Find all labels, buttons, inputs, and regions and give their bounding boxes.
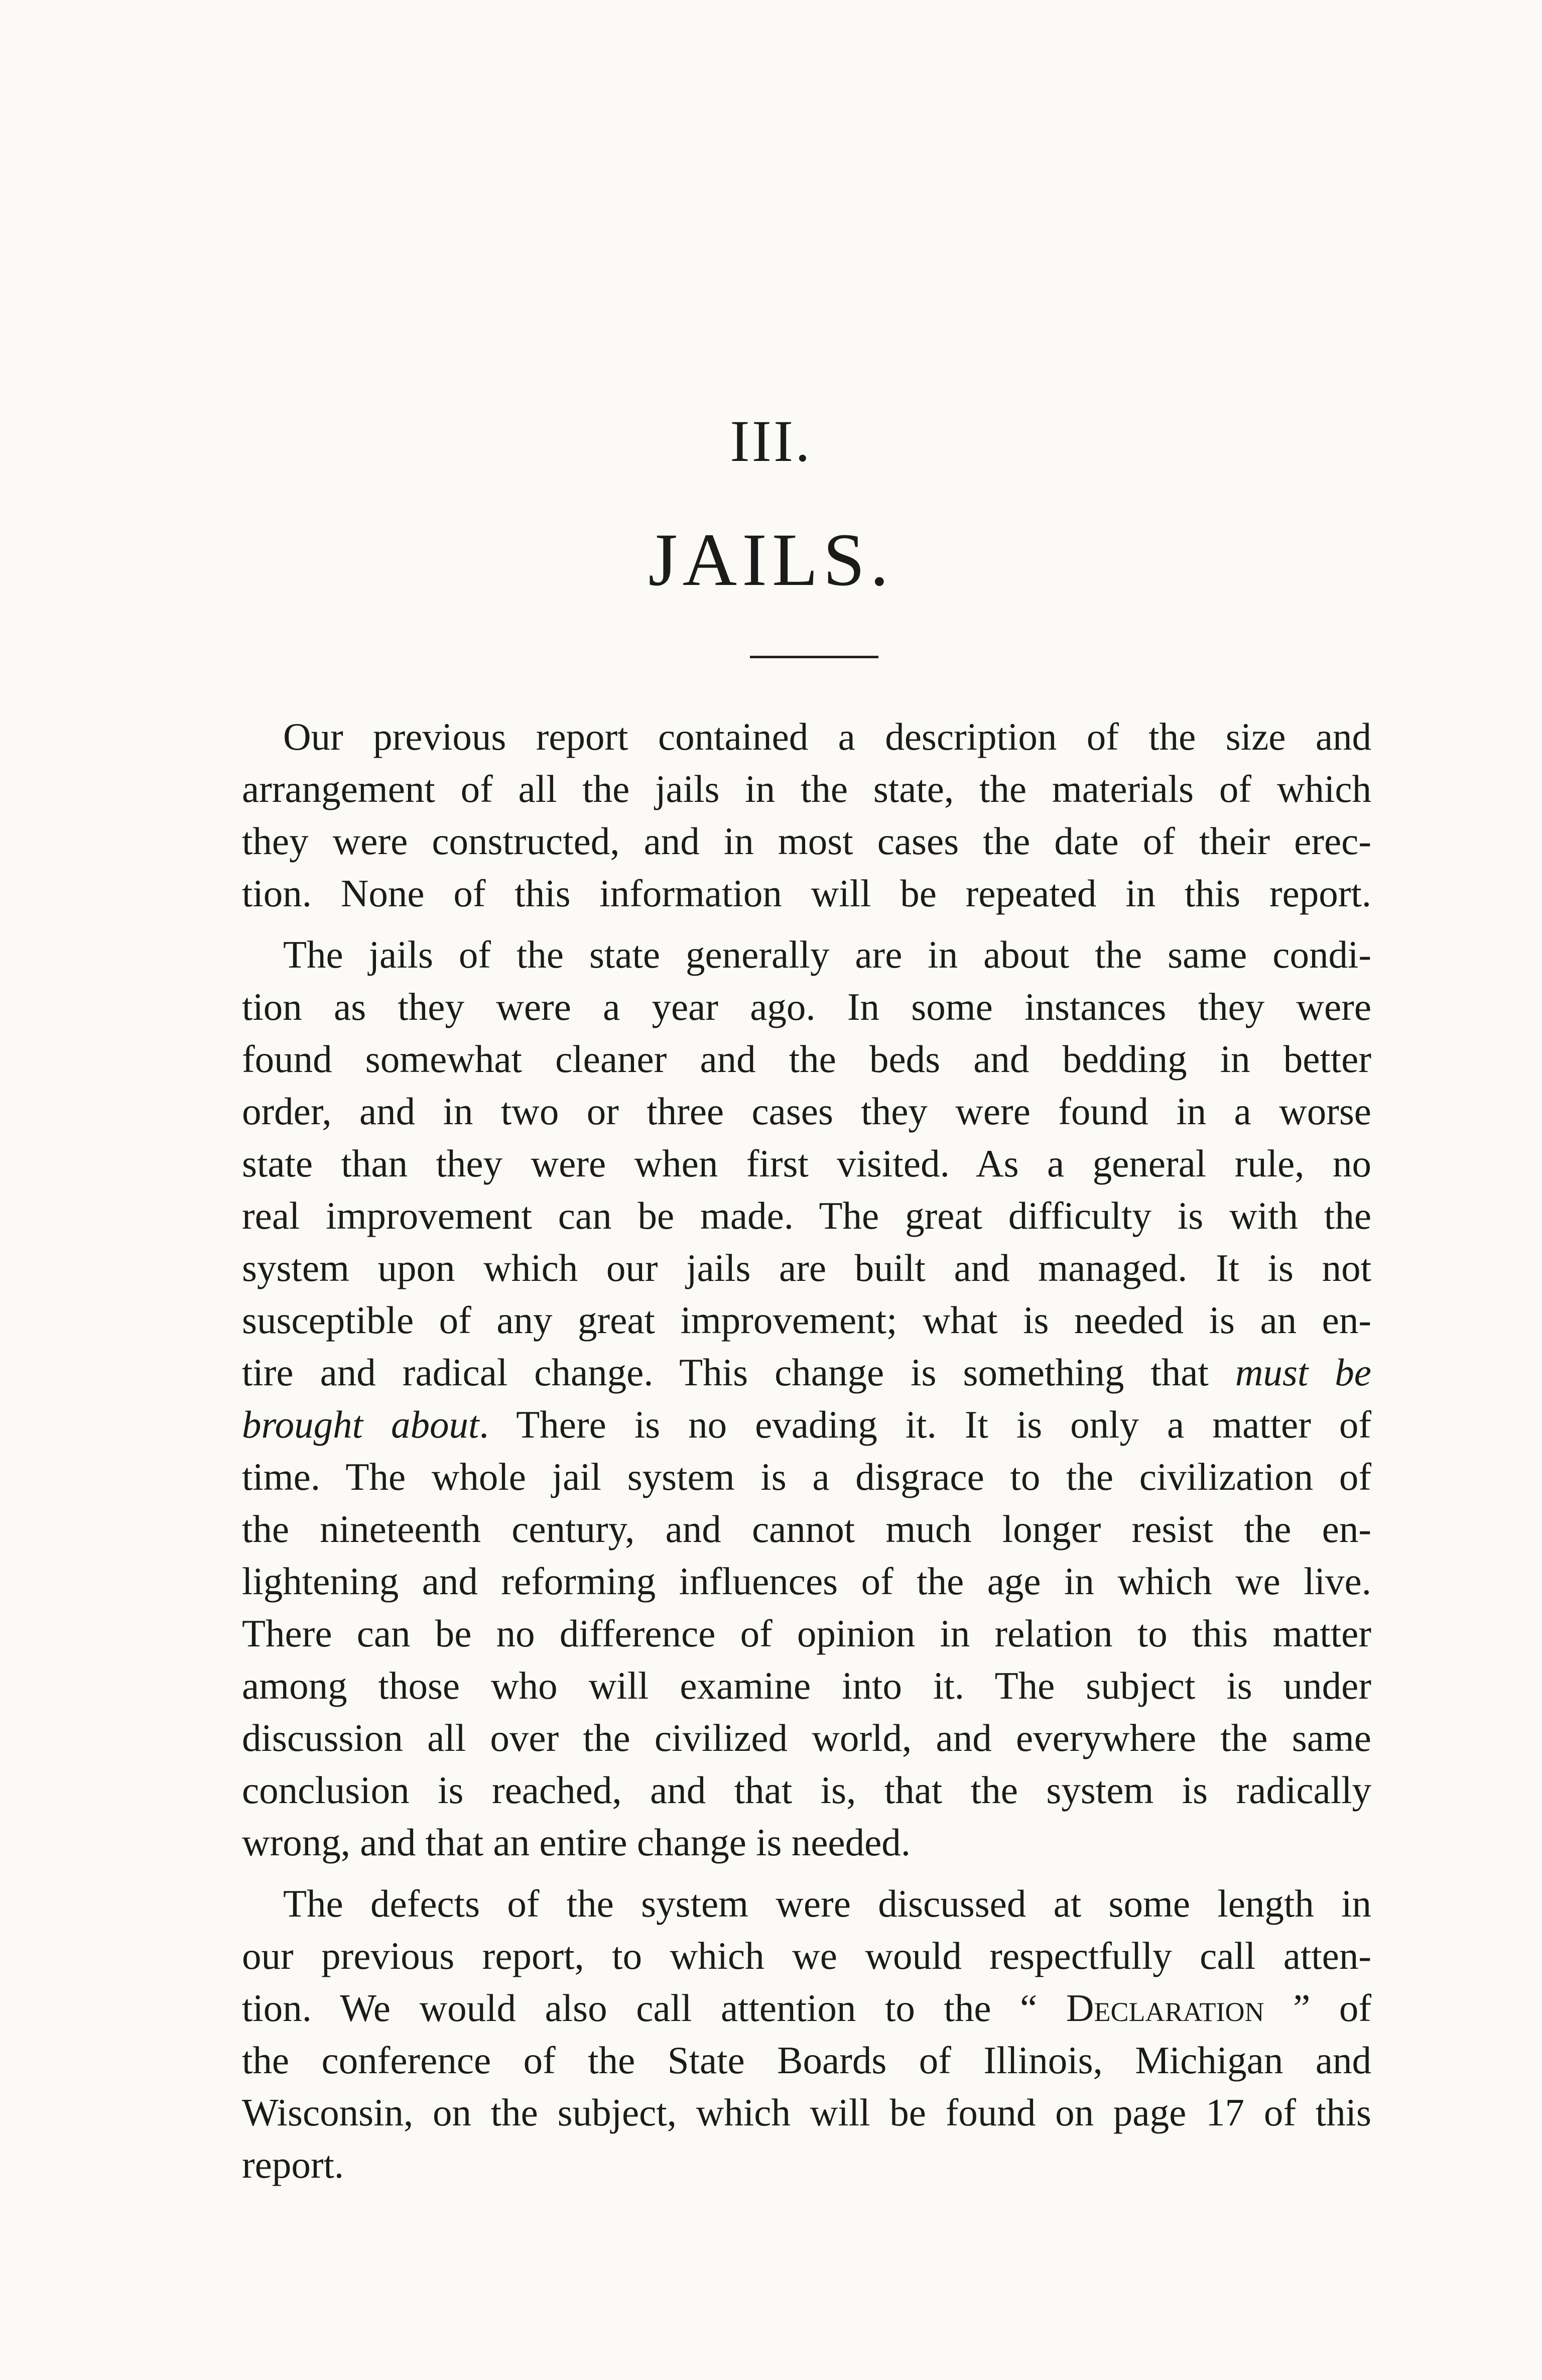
text-line: tion as they were a year ago. In some instances they were bbox=[242, 985, 1371, 1028]
text-line: The defects of the system were discussed at some length in bbox=[283, 1882, 1371, 1925]
text-line: order, and in two or three cases they were found in a worse bbox=[242, 1090, 1371, 1133]
small-caps-text: Declaration bbox=[1066, 1986, 1264, 2030]
title-divider bbox=[750, 656, 878, 658]
text-line: conclusion is reached, and that is, that the system is radically bbox=[242, 1768, 1371, 1812]
text-run: . There is no evading it. It is only a matter of bbox=[479, 1403, 1371, 1446]
text-line: Our previous report contained a description of the size and bbox=[283, 715, 1371, 758]
text-line: real improvement can be made. The great difficulty is with the bbox=[242, 1194, 1371, 1237]
text-line: wrong, and that an entire change is needed. bbox=[242, 1821, 911, 1864]
chapter-number: III. bbox=[730, 408, 812, 474]
paragraph-2 bbox=[242, 928, 1371, 1868]
text-line: The jails of the state generally are in about the same condi- bbox=[283, 933, 1371, 976]
text-line-with-emphasis bbox=[242, 1346, 1371, 1398]
text-line: discussion all over the civilized world, and everywhere the same bbox=[242, 1716, 1371, 1759]
emphasis-text: must be bbox=[1235, 1351, 1371, 1394]
text-line: lightening and reforming influences of the age in which we live. bbox=[242, 1560, 1371, 1603]
text-run: ” of bbox=[1264, 1986, 1371, 2030]
text-line: our previous report, to which we would respectfully call atten- bbox=[242, 1934, 1371, 1977]
text-line: time. The whole jail system is a disgrace to the civilization of bbox=[242, 1455, 1371, 1498]
emphasis-text: brought about bbox=[242, 1403, 479, 1446]
text-run: tion. We would also call attention to the “ bbox=[242, 1986, 1066, 2030]
text-line: the conference of the State Boards of Illinois, Michigan and bbox=[242, 2039, 1371, 2082]
text-line: the nineteenth century, and cannot much longer resist the en- bbox=[242, 1507, 1371, 1551]
text-line-with-small-caps bbox=[242, 1982, 1371, 2034]
text-line: state than they were when first visited. As a general rule, no bbox=[242, 1142, 1371, 1185]
paragraph-spacer bbox=[242, 1868, 1371, 1877]
paragraph-1 bbox=[242, 710, 1371, 919]
text-line: report. bbox=[242, 2143, 344, 2186]
chapter-title: JAILS. bbox=[648, 518, 894, 602]
text-line: tion. None of this information will be repeated in this report. bbox=[242, 872, 1371, 915]
text-run: tire and radical change. This change is something that bbox=[242, 1351, 1235, 1394]
text-line: system upon which our jails are built and managed. It is not bbox=[242, 1246, 1371, 1289]
text-line: found somewhat cleaner and the beds and bedding in better bbox=[242, 1037, 1371, 1081]
text-line: susceptible of any great improvement; what is needed is an en- bbox=[242, 1298, 1371, 1342]
paragraph-spacer bbox=[242, 919, 1371, 928]
paragraph-3 bbox=[242, 1877, 1371, 2191]
text-line: they were constructed, and in most cases the date of their erec- bbox=[242, 819, 1371, 863]
text-line: There can be no difference of opinion in relation to this matter bbox=[242, 1612, 1371, 1655]
text-line: arrangement of all the jails in the state, the materials of which bbox=[242, 767, 1371, 810]
body-text bbox=[242, 710, 1371, 2191]
text-line: among those who will examine into it. The subject is under bbox=[242, 1664, 1371, 1707]
text-line: Wisconsin, on the subject, which will be found on page 17 of this bbox=[242, 2091, 1371, 2134]
text-line-with-emphasis bbox=[242, 1398, 1371, 1451]
